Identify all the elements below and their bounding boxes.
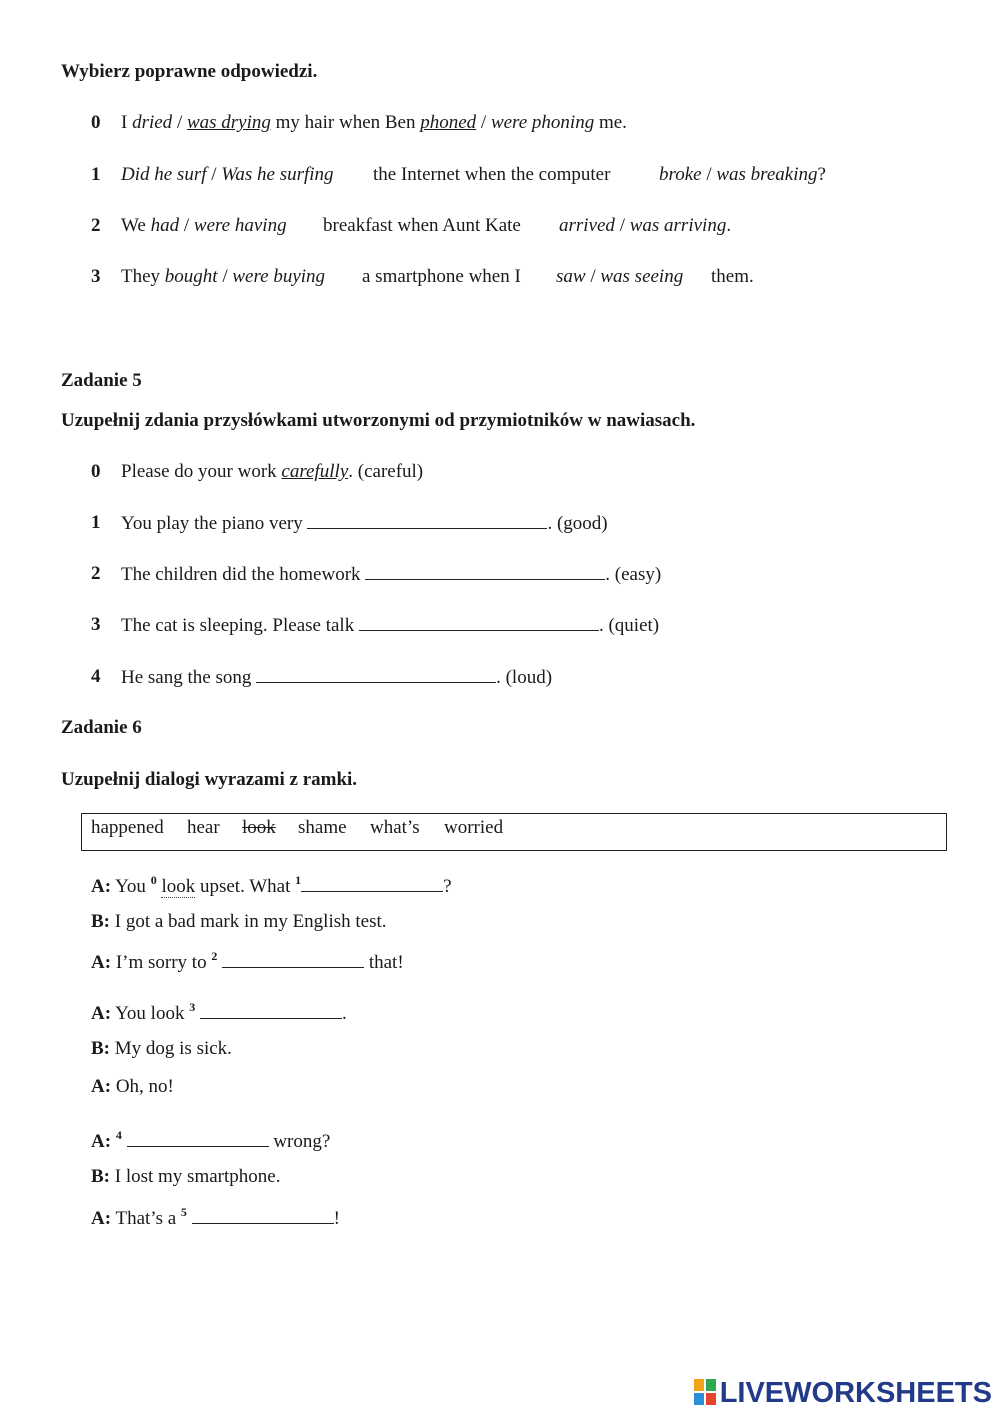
option-d[interactable]: were phoning — [490, 112, 595, 133]
option-a[interactable]: saw — [556, 266, 586, 287]
dialog-line: A: Oh, no! — [91, 1076, 174, 1097]
answer-blank[interactable] — [301, 875, 443, 892]
fill-sentence: You play the piano very . (good) — [121, 513, 608, 534]
word-item: happened — [91, 817, 164, 838]
word-item: what’s — [370, 817, 420, 838]
dialog-line: A: $^4$ wrong? — [91, 1128, 331, 1152]
dialog-line: B: I got a bad mark in my English test. — [91, 911, 387, 932]
item-number: 0 — [91, 112, 101, 133]
item-number: 0 — [91, 461, 101, 482]
word-box — [81, 813, 947, 851]
option-b[interactable]: was arriving — [629, 215, 727, 236]
word-item: hear — [187, 817, 220, 838]
option-b[interactable]: were buying — [232, 266, 326, 287]
answer-blank[interactable] — [307, 512, 547, 529]
dialog-line: B: My dog is sick. — [91, 1038, 232, 1059]
liveworksheets-logo-icon — [694, 1379, 718, 1405]
option-b[interactable]: Was he surfing — [221, 164, 334, 185]
option-a[interactable]: bought — [164, 266, 218, 287]
answer-blank[interactable] — [222, 951, 364, 968]
answer-blank[interactable] — [192, 1207, 334, 1224]
item-number: 1 — [91, 164, 101, 185]
sentence-text: breakfast when Aunt Kate — [323, 215, 521, 236]
choice-option-group-2[interactable]: arrived / was arriving. — [559, 215, 732, 236]
word-item: worried — [444, 817, 504, 838]
dialog-line: A: You look $^3$ . — [91, 1000, 347, 1024]
option-b-selected[interactable]: was drying — [186, 112, 271, 133]
ex6-instruction: Uzupełnij dialogi wyrazami z ramki. — [61, 769, 358, 790]
option-a[interactable]: arrived — [559, 215, 615, 236]
item-number: 3 — [91, 266, 101, 287]
choice-sentence: I dried / was drying my hair when Ben phoned / were phoning me. — [121, 112, 627, 133]
choice-option-group-2[interactable]: saw / was seeing — [556, 266, 684, 287]
dialog-line: A: You $^0$ look upset. What $^1$ ? — [91, 873, 452, 897]
liveworksheets-logo[interactable]: LIVEWORKSHEETS — [694, 1377, 992, 1409]
dialog-line: B: I lost my smartphone. — [91, 1166, 281, 1187]
item-number: 4 — [91, 666, 101, 687]
option-a[interactable]: Did he surf — [121, 164, 207, 185]
item-number: 2 — [91, 215, 101, 236]
item-number: 1 — [91, 512, 101, 533]
option-b[interactable]: was seeing — [600, 266, 684, 287]
option-a[interactable]: had — [150, 215, 180, 236]
example-sentence: Please do your work carefully. (careful) — [121, 461, 424, 482]
choice-option-group-2[interactable]: broke / was breaking? — [659, 164, 826, 185]
dialog-line: A: I’m sorry to $^2$ that! — [91, 949, 404, 973]
word-item: shame — [298, 817, 347, 838]
ex5-instruction: Uzupełnij zdania przysłówkami utworzonymi od przymiotników w nawiasach. — [61, 410, 696, 431]
fill-sentence: The children did the homework . (easy) — [121, 564, 662, 585]
choice-option-group-1[interactable]: Did he surf / Was he surfing — [121, 164, 334, 185]
sentence-text: them. — [711, 266, 754, 287]
option-a[interactable]: dried — [132, 112, 173, 133]
example-answer: carefully — [281, 461, 349, 482]
answer-blank[interactable] — [365, 563, 605, 580]
example-answer: look — [161, 876, 196, 897]
option-b[interactable]: was breaking — [716, 164, 818, 185]
ex6-title: Zadanie 6 — [61, 717, 142, 738]
item-number: 3 — [91, 614, 101, 635]
option-a[interactable]: broke — [659, 164, 702, 185]
answer-blank[interactable] — [359, 614, 599, 631]
item-number: 2 — [91, 563, 101, 584]
sentence-text: a smartphone when I — [362, 266, 521, 287]
choice-option-group-1[interactable]: We had / were having — [121, 215, 287, 236]
word-item-used: look — [242, 817, 276, 838]
choice-option-group-1[interactable]: They bought / were buying — [121, 266, 326, 287]
option-c-selected[interactable]: phoned — [420, 112, 477, 133]
answer-blank[interactable] — [200, 1002, 342, 1019]
option-b[interactable]: were having — [193, 215, 287, 236]
ex4-instruction: Wybierz poprawne odpowiedzi. — [61, 61, 318, 82]
dialog-line: A: That’s a $^5$ ! — [91, 1205, 340, 1229]
fill-sentence: The cat is sleeping. Please talk . (quiet) — [121, 615, 660, 636]
sentence-text: the Internet when the computer — [373, 164, 611, 185]
answer-blank[interactable] — [256, 666, 496, 683]
answer-blank[interactable] — [127, 1130, 269, 1147]
ex5-title: Zadanie 5 — [61, 370, 142, 391]
fill-sentence: He sang the song . (loud) — [121, 667, 553, 688]
